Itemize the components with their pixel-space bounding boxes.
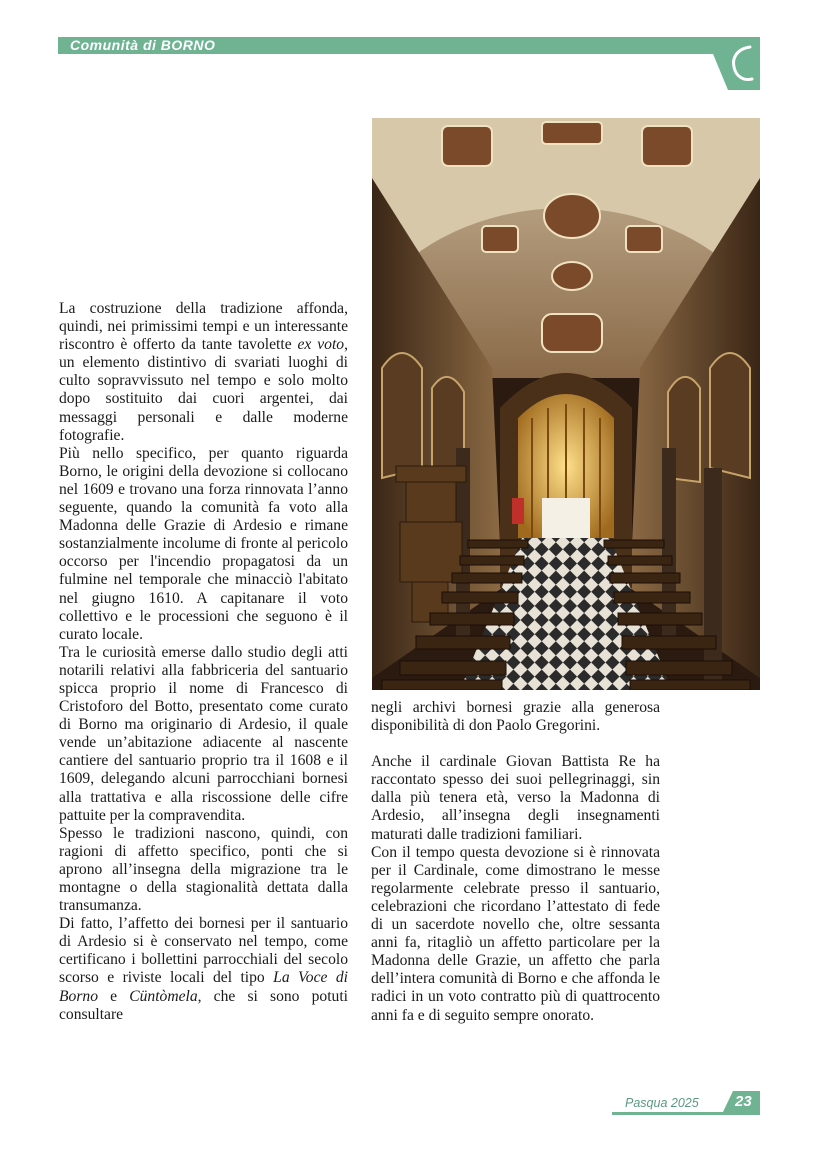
church-nave-illustration: [372, 118, 760, 690]
left-text-column: [59, 300, 348, 1024]
right-text-column: [371, 699, 660, 1025]
paragraph: Con il tempo questa devozione si è rinnovata per il Cardinale, come dimostrano le messe regolarmente celebrate presso il santuario, celebrazioni che ricordano l’attestato di fede di un sacerdote novello che, oltre sessanta anni fa, ritagliò un affetto particolare per la Madonna delle Grazie, un affetto che parla dell’intera comunità di Borno e che affonda le radici in un voto contratto più di quattrocento anni fa e di seguito sempre onorato.: [371, 843, 660, 1024]
page-number: 23: [735, 1093, 752, 1110]
church-nave-photo: [372, 118, 760, 690]
page-section-title: Comunità di BORNO: [70, 37, 216, 53]
issue-label: Pasqua 2025: [625, 1096, 699, 1110]
paragraph: negli archivi bornesi grazie alla generosa disponibilità di don Paolo Gregorini.: [371, 699, 660, 735]
paragraph: Di fatto, l’affetto dei bornesi per il santuario di Ardesio si è conservato nel tempo, come certificano i bollettini parrocchiali del secolo scorso e riviste locali del tipo La Voce di Borno e Cüntòmela, che si sono potuti consultare: [59, 915, 348, 1023]
paragraph: Spesso le tradizioni nascono, quindi, con ragioni di affetto specifico, ponti che si aprono all’insegna della migrazione tra le montagne o della stagionalità dettata dalla transumanza.: [59, 824, 348, 915]
paragraph: Anche il cardinale Giovan Battista Re ha raccontato spesso dei suoi pellegrinaggi, sin dalla più tenera età, verso la Madonna di Ardesio, all’insegna degli insegnamenti maturati dalle tradizioni familiari.: [371, 753, 660, 843]
paragraph-gap: [371, 735, 660, 753]
footer-rule: [612, 1112, 760, 1115]
header-logo-tab: [706, 37, 760, 90]
paragraph: Tra le curiosità emerse dallo studio degli atti notarili relativi alla fabbriceria del santuario spicca proprio il nome di Francesco di Cristoforo del Botto, presentato come curato di Borno ma originario di Ardesio, il quale vende un’abitazione adiacente al nascente cantiere del santuario proprio tra il 1608 e il 1609, delegando alcuni parrocchiani bornesi alla trattativa e alla riscossione delle cifre pattuite per la compravendita.: [59, 643, 348, 824]
paragraph: Più nello specifico, per quanto riguarda Borno, le origini della devozione si collocano nel 1609 e trovano una forza rinnovata l’anno seguente, quando la comunità fa voto alla Madonna delle Grazie di Ardesio e rimane sostanzialmente incolume di fronte al pericolo occorso per l'incendio propagatosi da un fulmine nel temporale che minacciò l'abitato nel giugno 1610. A capitanare il voto collettivo e le processioni che seguono è il curato locale.: [59, 444, 348, 643]
paragraph: La costruzione della tradizione affonda, quindi, nei primissimi tempi e un interessante riscontro è offerto da tante tavolette ex voto, un elemento distintivo di svariati luoghi di culto sopravvissuto nel tempo e solo molto dopo sostituito dai cuori argentei, dai messaggi personali e dalle moderne fotografie.: [59, 300, 348, 444]
